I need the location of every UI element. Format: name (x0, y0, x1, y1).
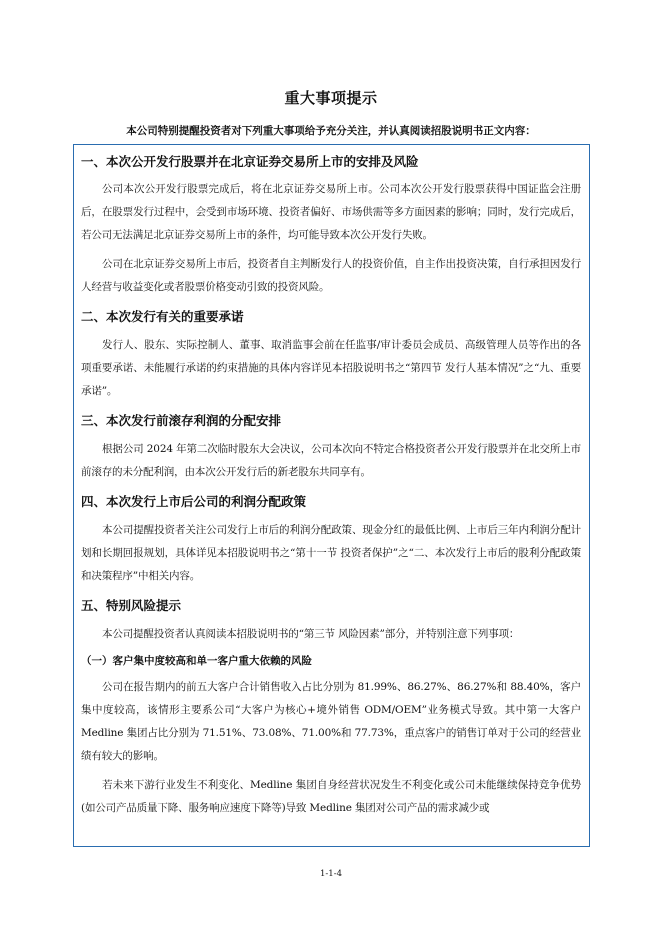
subsection-heading: （一）客户集中度较高和单一客户重大依赖的风险 (81, 655, 312, 667)
subsection-paragraph-2: 若未来下游行业发生不利变化、Medline 集团自身经营状况发生不利变化或公司未能继续保持竞争优势(如公司产品质量下降、服务响应速度下降等)导致 Medline 集团对公司产品的需求减少或 (81, 779, 581, 814)
section-5-paragraph-1: 本公司提醒投资者认真阅读本招股说明书的“第三节 风险因素”部分，并特别注意下列事项： (102, 628, 520, 640)
section-heading-2: 二、本次发行有关的重要承诺 (81, 309, 244, 324)
notice-frame (73, 144, 590, 847)
section-heading-1: 一、本次公开发行股票并在北京证券交易所上市的安排及风险 (81, 154, 419, 169)
subsection-paragraph-1: 公司在报告期内的前五大客户合计销售收入占比分别为 81.99%、86.27%、86.27%和 88.40%，客户集中度较高，该情形主要系公司“大客户为核心+境外销售 ODM/OEM”业务模式导致。其中第一大客户 Medline 集团占比分别为 71.51%、73.08%、71.00%和 77.73%，重点客户的销售订单对于公司的经营业绩有较大的影响。 (81, 681, 581, 762)
section-2-paragraph-1: 发行人、股东、实际控制人、董事、取消监事会前在任监事/审计委员会成员、高级管理人员等作出的各项重要承诺、未能履行承诺的约束措施的具体内容详见本招股说明书之“第四节 发行人基本情况”之“九、重要承诺”。 (81, 339, 581, 397)
section-heading-4: 四、本次发行上市后公司的利润分配政策 (81, 494, 307, 509)
page-number: 1-1-4 (320, 869, 342, 879)
section-heading-3: 三、本次发行前滚存利润的分配安排 (81, 413, 282, 428)
section-heading-5: 五、特别风险提示 (81, 598, 182, 613)
section-4-paragraph-1: 本公司提醒投资者关注公司发行上市后的利润分配政策、现金分红的最低比例、上市后三年内利润分配计划和长期回报规划，具体详见本招股说明书之“第十一节 投资者保护”之“二、本次发行上市后的股利分配政策和决策程序”中相关内容。 (81, 524, 581, 582)
section-1-paragraph-2: 公司在北京证券交易所上市后，投资者自主判断发行人的投资价值，自主作出投资决策，自行承担因发行人经营与收益变化或者股票价格变动引致的投资风险。 (81, 258, 581, 293)
section-3-paragraph-1: 根据公司 2024 年第二次临时股东大会决议，公司本次向不特定合格投资者公开发行股票并在北交所上市前滚存的未分配利润，由本次公开发行后的新老股东共同享有。 (81, 443, 581, 478)
page-title: 重大事项提示 (284, 89, 378, 107)
section-1-paragraph-1: 公司本次公开发行股票完成后，将在北京证券交易所上市。公司本次公开发行股票获得中国证监会注册后，在股票发行过程中，会受到市场环境、投资者偏好、市场供需等多方面因素的影响；同时，发行完成后，若公司无法满足北京证券交易所上市的条件，均可能导致本次公开发行失败。 (81, 183, 581, 241)
page-subtitle: 本公司特别提醒投资者对下列重大事项给予充分关注，并认真阅读招股说明书正文内容： (126, 125, 536, 137)
